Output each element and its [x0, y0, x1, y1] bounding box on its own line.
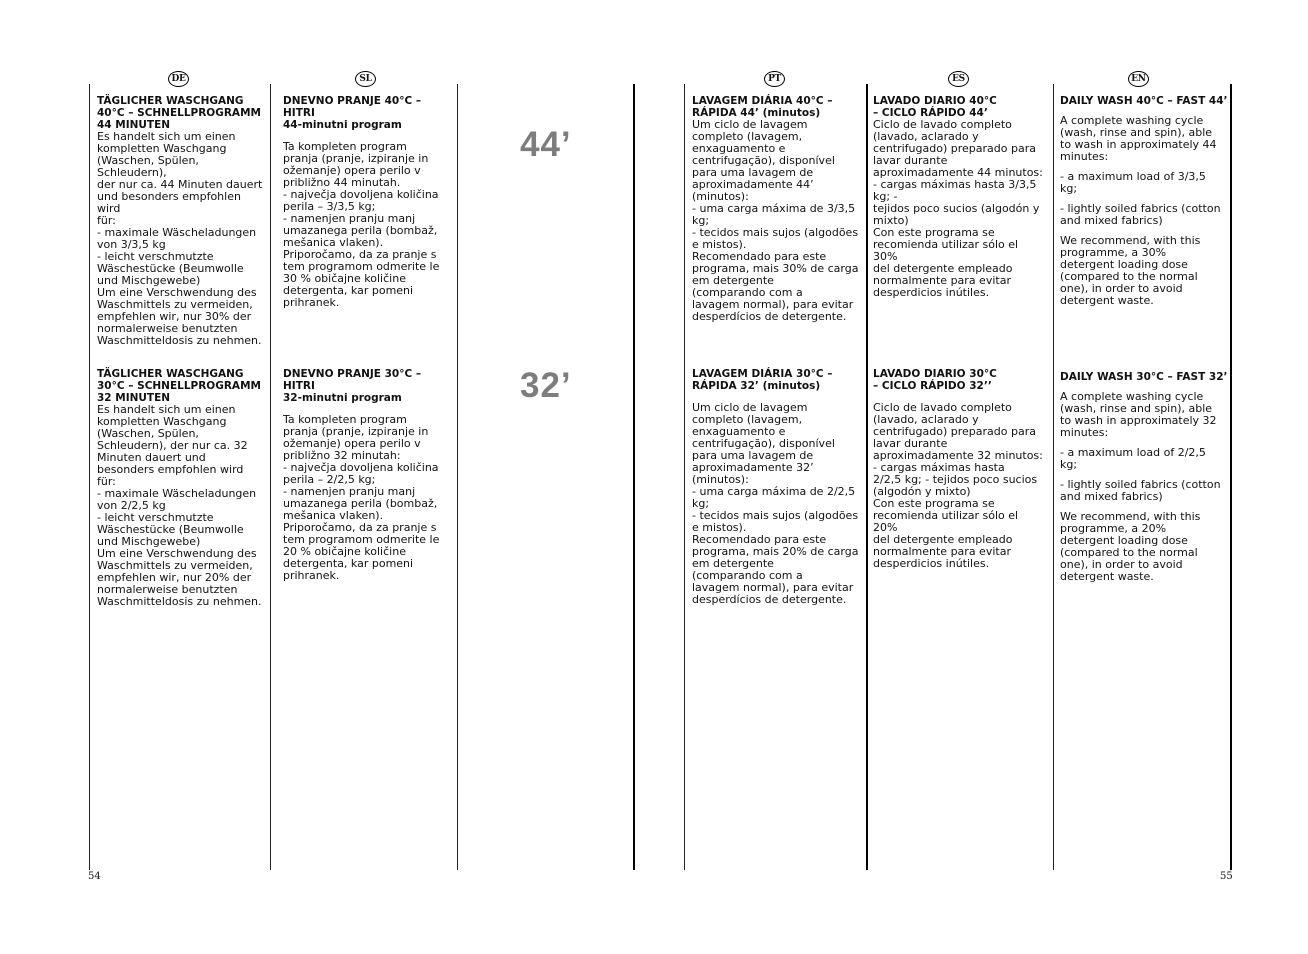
de-section-32 — [97, 368, 267, 608]
pt-section-32-body: Um ciclo de lavagem completo (lavagem, enxaguamento e centrifugação), disponível para uma lavagem de aproximadamente 32’ (minutos): - uma carga máxima de 2/2,5 kg; - tecidos mais sujos (algodões e mistos). Recomendado para este programa, mais 20% de carga em detergente (comparando com a lavagem normal), para evitar desperdícios de detergente. — [692, 401, 859, 606]
page-number-right: 55 — [1220, 871, 1233, 882]
en-section-32-intro: A complete washing cycle (wash, rinse and spin), able to wash in approximately 32 minutes: — [1060, 390, 1217, 439]
en-section-44-fabrics: - lightly soiled fabrics (cotton and mixed fabrics) — [1060, 202, 1221, 227]
es-section-44-title: LAVADO DIARIO 40°C – CICLO RÁPIDO 44’ — [873, 95, 997, 119]
sl-section-44-body: Ta kompleten program pranja (pranje, izpiranje in ožemanje) opera perilo v približno 44 minutah. - največja dovoljena količina perila – 3/3,5 kg; - namenjen pranju manj umazanega perila (bombaž, mešanica vlaken). Priporočamo, da za pranje s tem programom odmerite le 30 % običajne količine detergenta, kar pomeni prihranek. — [283, 140, 440, 309]
en-section-32-title: DAILY WASH 30°C – FAST 32’ — [1060, 371, 1228, 383]
en-section-44-title: DAILY WASH 40°C – FAST 44’ — [1060, 95, 1228, 107]
sl-section-44-title: DNEVNO PRANJE 40°C – HITRI 44-minutni program — [283, 95, 422, 131]
es-section-44-body: Ciclo de lavado completo (lavado, aclarado y centrifugado) preparado para lavar durante aproximadamente 44 minutos: - cargas máximas hasta 3/3,5 kg; - tejidos poco sucios (algodón y mixto) Con este programa se recomienda utilizar sólo el 30% del detergente empleado normalmente para evitar desperdicios inútiles. — [873, 118, 1043, 299]
sl-section-32-body: Ta kompleten program pranja (pranje, izpiranje in ožemanje) opera perilo v približno 32 minutah: - največja dovoljena količina perila – 2/2,5 kg; - namenjen pranju manj umazanega perila (bombaž, mešanica vlaken). Priporočamo, da za pranje s tem programom odmerite le 20 % običajne količine detergenta, kar pomeni prihranek. — [283, 413, 440, 582]
de-section-32-body: Es handelt sich um einen kompletten Waschgang (Waschen, Spülen, Schleudern), der nur ca. 32 Minuten dauert und besonders empfohlen wird für: - maximale Wäscheladungen von 2/2,5 kg - leicht verschmutzte Wäschestücke (Beumwolle und Mischgewebe) Um eine Verschwendung des Waschmittels zu vermeiden, empfehlen wir, nur 20% der normalerweise benutzten Waschmitteldosis zu nehmen. — [97, 403, 262, 608]
lang-badge-pt: PT — [764, 71, 785, 87]
sl-section-32 — [283, 368, 453, 582]
de-section-44-body: Es handelt sich um einen kompletten Waschgang (Waschen, Spülen, Schleudern), der nur ca. 44 Minuten dauert und besonders empfohlen wird für: - maximale Wäscheladungen von 3/3,5 kg - leicht verschmutzte Wäschestücke (Beumwolle und Mischgewebe) Um eine Verschwendung des Waschmittels zu vermeiden, empfehlen wir, nur 30% der normalerweise benutzten Waschmitteldosis zu nehmen. — [97, 130, 263, 347]
time-44-label: 44’ — [520, 125, 572, 164]
divider-left-edge — [89, 84, 90, 870]
sl-section-44 — [283, 95, 453, 309]
en-section-32-fabrics: - lightly soiled fabrics (cotton and mixed fabrics) — [1060, 478, 1221, 503]
pt-section-44 — [692, 95, 862, 323]
de-section-32-title: TÄGLICHER WASCHGANG 30°C – SCHNELLPROGRAMM 32 MINUTEN — [97, 368, 261, 404]
divider-page-spine-right — [684, 84, 685, 870]
pt-section-44-body: Um ciclo de lavagem completo (lavagem, enxaguamento e centrifugação), disponível para uma lavagem de aproximadamente 44’ (minutos): - uma carga máxima de 3/3,5 kg; - tecidos mais sujos (algodões e mistos). Recomendado para este programa, mais 30% de carga em detergente (comparando com a lavagem normal), para evitar desperdícios de detergente. — [692, 118, 859, 323]
es-section-32-title: LAVADO DIARIO 30°C – CICLO RÁPIDO 32’’ — [873, 368, 997, 392]
de-section-44 — [97, 95, 267, 347]
divider-sl-time — [457, 84, 458, 870]
es-section-32-body: Ciclo de lavado completo (lavado, aclarado y centrifugado) preparado para lavar durante aproximadamente 32 minutos: - cargas máximas hasta 2/2,5 kg; - tejidos poco sucios (algodón y mixto) Con este programa se recomienda utilizar sólo el 20% del detergente empleado normalmente para evitar desperdicios inútiles. — [873, 401, 1043, 570]
lang-badge-en: EN — [1128, 71, 1149, 87]
en-section-44-recommendation: We recommend, with this programme, a 30% detergent loading dose (compared to the normal one), in order to avoid detergent waste. — [1060, 234, 1201, 307]
pt-section-32-title: LAVAGEM DIÁRIA 30°C – RÁPIDA 32’ (minutos) — [692, 368, 833, 392]
lang-badge-sl: SL — [355, 71, 376, 87]
es-section-32 — [873, 368, 1043, 570]
es-section-44 — [873, 95, 1043, 299]
page-number-left: 54 — [88, 871, 101, 882]
divider-right-edge — [1230, 84, 1232, 870]
divider-page-spine-left — [633, 84, 635, 870]
pt-section-44-title: LAVAGEM DIÁRIA 40°C – RÁPIDA 44’ (minutos) — [692, 95, 833, 119]
en-section-44 — [1060, 95, 1230, 307]
time-32-label: 32’ — [520, 366, 572, 405]
divider-pt-es — [866, 84, 868, 870]
pt-section-32 — [692, 368, 862, 606]
en-section-32 — [1060, 371, 1230, 583]
en-section-44-load: - a maximum load of 3/3,5 kg; — [1060, 170, 1206, 195]
en-section-32-recommendation: We recommend, with this programme, a 20% detergent loading dose (compared to the normal one), in order to avoid detergent waste. — [1060, 510, 1201, 583]
sl-section-32-title: DNEVNO PRANJE 30°C – HITRI 32-minutni program — [283, 368, 422, 404]
divider-es-en — [1053, 84, 1054, 870]
en-section-32-load: - a maximum load of 2/2,5 kg; — [1060, 446, 1206, 471]
lang-badge-de: DE — [168, 71, 189, 87]
divider-de-sl — [270, 84, 271, 870]
de-section-44-title: TÄGLICHER WASCHGANG 40°C – SCHNELLPROGRAMM 44 MINUTEN — [97, 95, 261, 131]
lang-badge-es: ES — [948, 71, 969, 87]
en-section-44-intro: A complete washing cycle (wash, rinse and spin), able to wash in approximately 44 minutes: — [1060, 114, 1217, 163]
